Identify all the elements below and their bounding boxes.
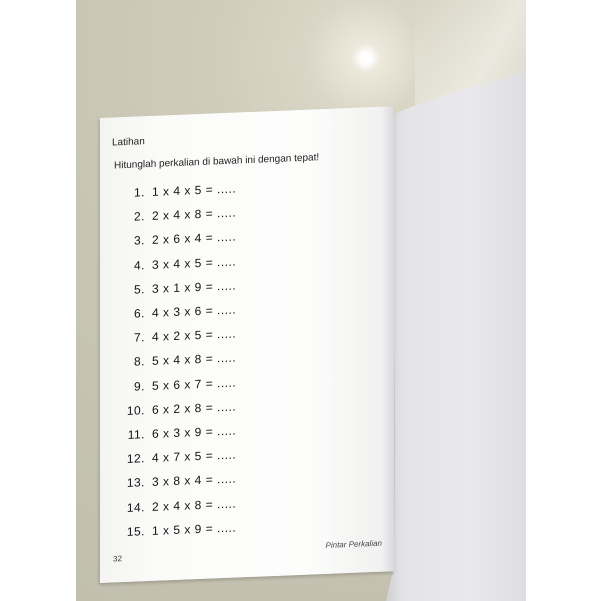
exercise-expression: 3 x 4 x 5 = ..... <box>152 254 237 272</box>
exercise-expression: 2 x 4 x 8 = ..... <box>152 496 237 514</box>
exercise-expression: 3 x 8 x 4 = ..... <box>152 471 237 490</box>
workbook-page <box>100 106 394 583</box>
book-title-footer: Pintar Perkalian <box>325 538 382 550</box>
exercise-number: 11. <box>127 427 145 442</box>
page-number: 32 <box>113 554 122 564</box>
exercise-expression: 4 x 2 x 5 = ..... <box>152 326 237 345</box>
exercise-number: 3. <box>133 233 145 249</box>
exercise-number: 12. <box>126 451 145 467</box>
exercise-expression: 6 x 2 x 8 = ..... <box>152 399 237 417</box>
exercise-expression: 1 x 4 x 5 = ..... <box>152 181 237 200</box>
exercise-number: 2. <box>133 209 145 224</box>
instruction-text: Hitunglah perkalian di bawah ini dengan tepat! <box>114 152 320 172</box>
page-heading: Latihan <box>112 136 145 149</box>
exercise-number: 4. <box>133 257 145 273</box>
exercise-number: 6. <box>133 306 145 321</box>
exercise-number: 8. <box>133 354 145 370</box>
exercise-number: 13. <box>126 475 145 491</box>
exercise-expression: 2 x 6 x 4 = ..... <box>152 229 237 248</box>
page-content <box>112 126 387 544</box>
exercise-number: 1. <box>133 185 145 200</box>
exercise-number: 7. <box>133 330 145 345</box>
exercise-expression: 2 x 4 x 8 = ..... <box>152 205 237 224</box>
exercise-number: 10. <box>126 402 145 418</box>
exercise-number: 14. <box>126 499 145 515</box>
exercise-number: 15. <box>126 523 145 539</box>
exercise-expression: 4 x 3 x 6 = ..... <box>152 302 237 320</box>
exercise-list <box>112 170 387 544</box>
exercise-expression: 6 x 3 x 9 = ..... <box>152 423 237 441</box>
exercise-expression: 3 x 1 x 9 = ..... <box>152 278 237 296</box>
exercise-expression: 5 x 6 x 7 = ..... <box>152 375 237 393</box>
exercise-number: 9. <box>133 378 145 394</box>
exercise-number: 5. <box>133 282 145 297</box>
exercise-expression: 1 x 5 x 9 = ..... <box>152 520 237 538</box>
exercise-expression: 5 x 4 x 8 = ..... <box>152 350 237 369</box>
exercise-expression: 4 x 7 x 5 = ..... <box>152 447 237 466</box>
